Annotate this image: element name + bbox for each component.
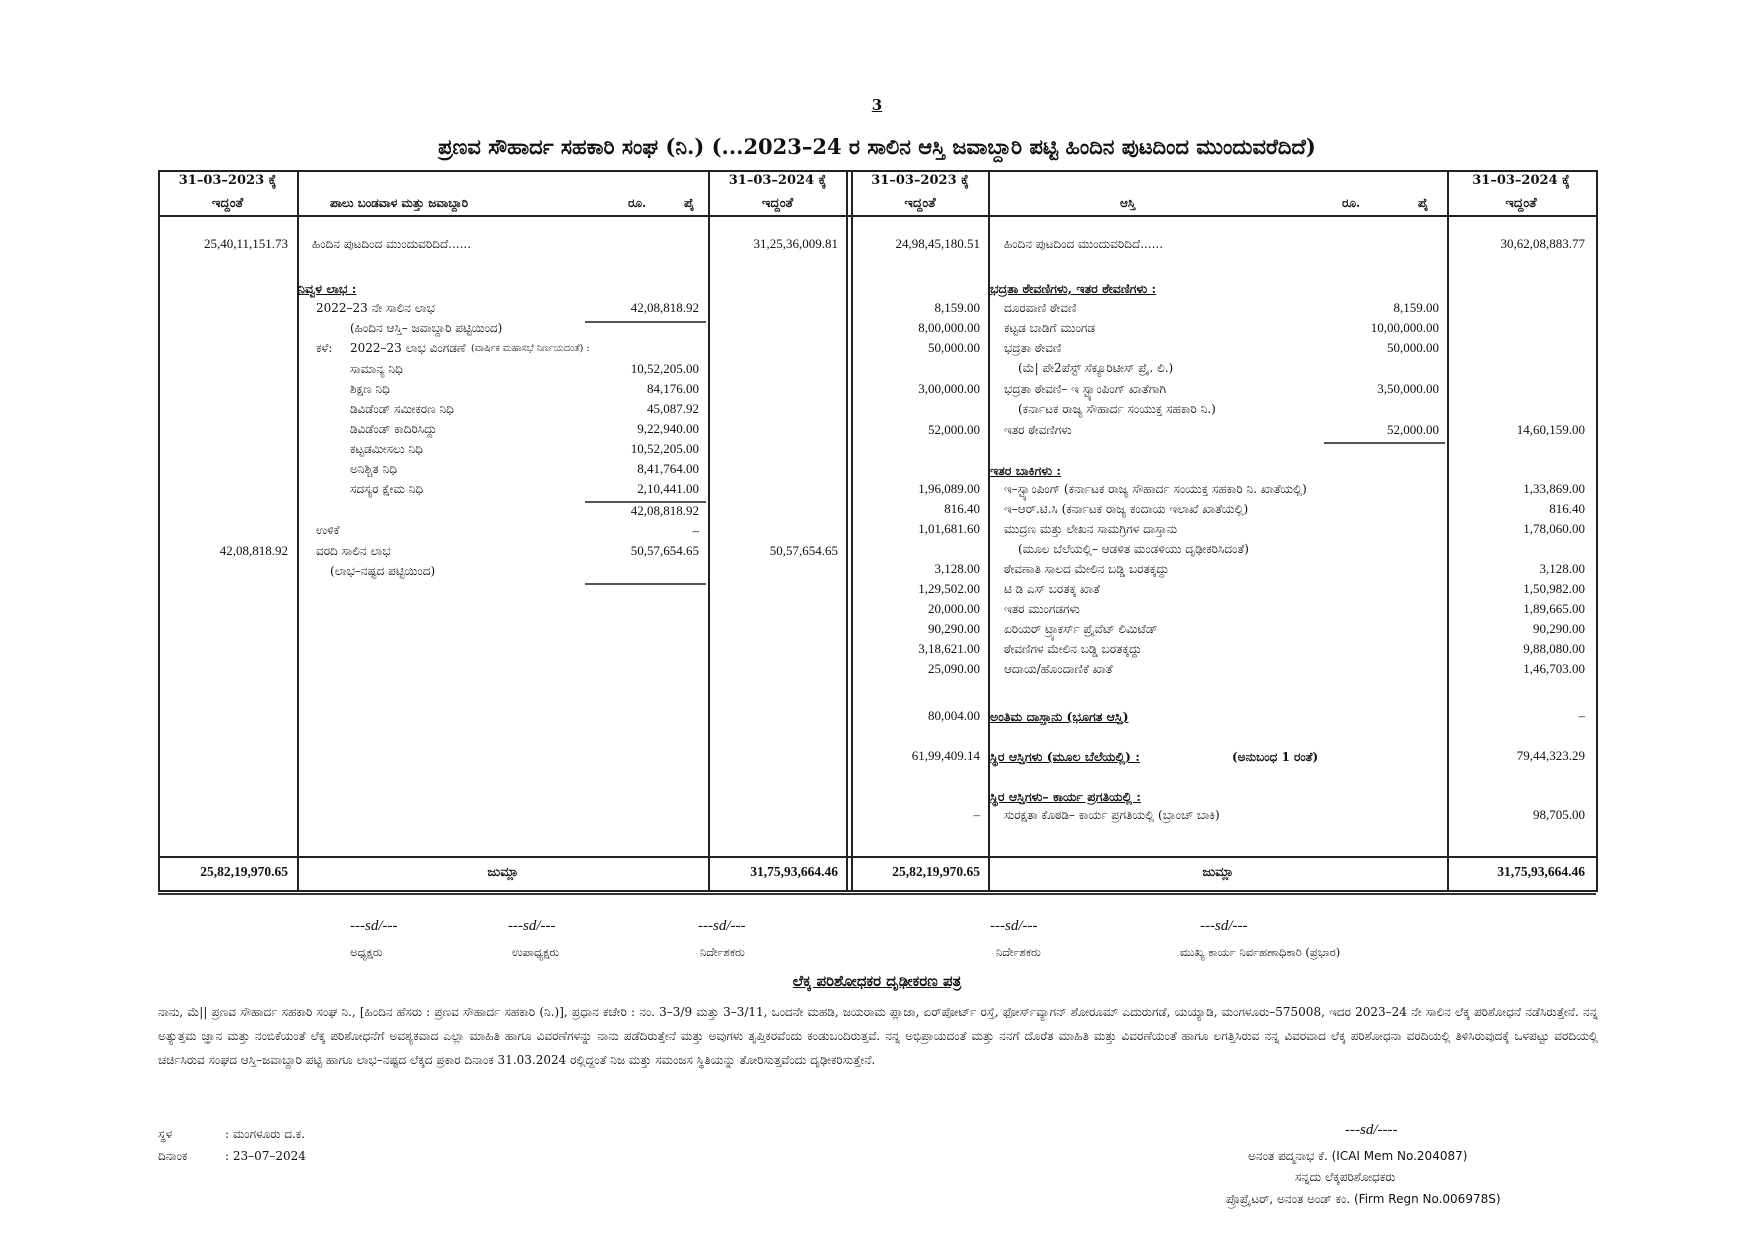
- auditor-membership: (ICAI Mem No.204087): [1331, 1149, 1468, 1163]
- other-heading: ಇತರ ಬಾಕಿಗಳು :: [990, 463, 1062, 478]
- deposit-prev: 3,00,000.00: [918, 381, 980, 396]
- other-balance-curr: 90,290.00: [1533, 621, 1585, 636]
- date-value: : 23–07–2024: [225, 1149, 306, 1163]
- wip-curr: 98,705.00: [1533, 807, 1585, 822]
- appropriation-amount: 10,52,205.00: [630, 361, 699, 376]
- closing-stock-curr: –: [1578, 708, 1585, 723]
- col-divider: [708, 170, 710, 892]
- signature-role: ಮುಖ್ಯ ಕಾರ್ಯ ನಿರ್ವಹಣಾಧಿಕಾರಿ (ಪ್ರಭಾರ): [1180, 945, 1341, 959]
- fixed-assets-label: ಸ್ಥಿರ ಆಸ್ತಿಗಳು (ಮೂಲ ಬೆಲೆಯಲ್ಲಿ) :: [990, 749, 1140, 764]
- asset-bf-prev: 24,98,45,180.51: [895, 236, 980, 251]
- deposit-amount: 3,50,000.00: [1377, 381, 1439, 396]
- appropriation-note: (ವಾರ್ಷಿಕ ಮಹಾಸಭೆ ನಿರ್ಣಯದಂತೆ) :: [471, 343, 590, 354]
- deposit-label: ಭದ್ರತಾ ಠೇವಣಿ: [1004, 341, 1062, 355]
- subtotal-rule: [1324, 442, 1445, 444]
- asset-bf-curr: 30,62,08,883.77: [1500, 236, 1585, 251]
- other-balance-label: ಠೇವಣಿಗಳ ಮೇಲಿನ ಬಡ್ಡಿ ಬರತಕ್ಕದ್ದು: [1004, 642, 1142, 656]
- current-profit-curr: 50,57,654.65: [769, 543, 838, 558]
- deposit-amount: 52,000.00: [1387, 422, 1439, 437]
- net-profit-heading: ನಿವ್ವಳ ಲಾಭ :: [298, 281, 357, 296]
- closing-stock-label: ಅಂತಿಮ ದಾಸ್ತಾನು (ಭೂಗತ ಆಸ್ತಿ): [990, 709, 1129, 724]
- header-balance: ಇದ್ದಂತೆ: [1505, 196, 1537, 211]
- current-profit-amount: 50,57,654.65: [630, 543, 699, 558]
- other-balance-prev: 90,290.00: [928, 621, 980, 636]
- current-profit-note: (ಲಾಭ–ನಷ್ಟದ ಪಟ್ಟಿಯಿಂದ): [330, 564, 436, 578]
- other-balance-prev: 20,000.00: [928, 601, 980, 616]
- wip-heading: ಸ್ಥಿರ ಆಸ್ತಿಗಳು– ಕಾರ್ಯ ಪ್ರಗತಿಯಲ್ಲಿ :: [990, 789, 1141, 804]
- appropriation-amount: 9,22,940.00: [637, 421, 699, 436]
- other-balance-label: ಇ–ಸ್ಟ್ಯಾಂಪಿಂಗ್ (ಕರ್ನಾಟಕ ರಾಜ್ಯ ಸೌಹಾರ್ದ ಸಂಯುಕ್ತ ಸಹಕಾರಿ ನಿ. ಖಾತೆಯಲ್ಲಿ): [1004, 482, 1307, 496]
- other-balance-prev: 25,090.00: [928, 661, 980, 676]
- appropriation-amount: 84,176.00: [647, 381, 699, 396]
- liab-total-prev: 25,82,19,970.65: [200, 864, 288, 879]
- header-paise: ಪೈ: [684, 196, 695, 210]
- signature-mark: ---sd/---: [1200, 918, 1248, 934]
- appropriation-label: 2022–23 ಲಾಭ ವಿಂಗಡಣೆ: [350, 341, 466, 355]
- other-balance-prev: 1,96,089.00: [918, 481, 980, 496]
- liab-total-curr: 31,75,93,664.46: [750, 864, 838, 879]
- asset-total-prev: 25,82,19,970.65: [892, 864, 980, 879]
- appropriation-label: ಡಿವಿಡೆಂಡ್ ಸಮೀಕರಣ ನಿಧಿ: [350, 402, 454, 416]
- other-balance-prev: 3,128.00: [934, 561, 980, 576]
- appropriation-total: 42,08,818.92: [630, 503, 699, 518]
- profit-2022-23-note: (ಹಿಂದಿನ ಆಸ್ತಿ– ಜವಾಬ್ದಾರಿ ಪಟ್ಟಿಯಿಂದ): [350, 321, 503, 335]
- firm-registration: (Firm Regn No.006978S): [1354, 1192, 1501, 1206]
- header-balance: ಇದ್ದಂತೆ: [761, 196, 794, 211]
- other-balance-curr: 816.40: [1549, 501, 1585, 516]
- deposit-label: ದೂರವಾಣಿ ಠೇವಣಿ: [1004, 301, 1077, 315]
- signature-role: ನಿರ್ದೇಶಕರು: [996, 945, 1041, 959]
- other-balance-prev: 3,18,621.00: [918, 641, 980, 656]
- signature-mark: ---sd/---: [350, 918, 398, 934]
- other-balance-label: ಇತರ ಮುಂಗಡಗಳು: [1004, 602, 1080, 616]
- other-balance-curr: 9,88,080.00: [1523, 641, 1585, 656]
- other-balance-curr: 1,78,060.00: [1523, 521, 1585, 536]
- signature-mark: ---sd/---: [508, 918, 556, 934]
- liab-bf-label: ಹಿಂದಿನ ಪುಟದಿಂದ ಮುಂದುವರಿದಿದೆ......: [312, 237, 472, 251]
- deposit-prev: 50,000.00: [928, 340, 980, 355]
- deposit-amount: 8,159.00: [1393, 300, 1439, 315]
- other-balance-prev: 816.40: [944, 501, 980, 516]
- other-balance-label: ಏರಿಯರ್ ಟ್ರ್ಯಾಕರ್ಸ್ ಪ್ರೈವೆಟ್ ಲಿಮಿಟೆಡ್: [1004, 622, 1158, 636]
- signature-mark: ---sd/---: [698, 918, 746, 934]
- header-curr-date: 31–03–2024 ಕ್ಕೆ: [1472, 173, 1570, 188]
- wip-label: ಸುರಕ್ಷತಾ ಕೊಠಡಿ– ಕಾರ್ಯ ಪ್ರಗತಿಯಲ್ಲಿ (ಬ್ರಾಂಚ್ ಬಾಕಿ): [1004, 808, 1220, 822]
- other-balance-curr: 1,46,703.00: [1523, 661, 1585, 676]
- profit-2022-23-amount: 42,08,818.92: [630, 300, 699, 315]
- balance-label: ಉಳಿಕೆ: [316, 523, 340, 537]
- appropriation-label: ಕಟ್ಟಡಮೀಸಲು ನಿಧಿ: [350, 442, 423, 456]
- place-value: : ಮಂಗಳೂರು ದ.ಕ.: [225, 1127, 306, 1141]
- deposit-label: ಕಟ್ಟಡ ಬಾಡಿಗೆ ಮುಂಗಡ: [1004, 321, 1096, 335]
- auditor-role: ಸನ್ನದು ಲೆಕ್ಕಪರಿಶೋಧಕರು: [1295, 1170, 1396, 1184]
- appropriation-amount: 45,087.92: [647, 401, 699, 416]
- col-divider: [988, 170, 990, 892]
- current-profit-prev: 42,08,818.92: [219, 543, 288, 558]
- wip-prev: –: [973, 807, 980, 822]
- appropriation-amount: 10,52,205.00: [630, 441, 699, 456]
- header-rupees: ರೂ.: [628, 196, 647, 210]
- current-profit-label: ವರದಿ ಸಾಲಿನ ಲಾಭ: [316, 544, 391, 558]
- appropriation-label: ಡಿವಿಡೆಂಡ್ ಕಾದಿರಿಸಿದ್ದು: [350, 422, 437, 436]
- asset-total-curr: 31,75,93,664.46: [1497, 864, 1585, 879]
- auditor-signature-mark: ---sd/----: [1345, 1122, 1398, 1138]
- header-rupees: ರೂ.: [1342, 196, 1361, 210]
- total-rule: [158, 856, 1596, 858]
- auditor-name: [1248, 1149, 1467, 1164]
- asset-bf-label: ಹಿಂದಿನ ಪುಟದಿಂದ ಮುಂದುವರಿದಿದೆ......: [1004, 237, 1164, 251]
- deposit-amount: 10,00,000.00: [1370, 320, 1439, 335]
- less-label: ಕಳೆ:: [316, 341, 333, 355]
- subtotal-rule: [585, 321, 706, 323]
- header-curr-date: 31–03–2024 ಕ್ಕೆ: [728, 173, 827, 188]
- auditor-firm: [1226, 1192, 1501, 1207]
- deposit-note: (ಮೆ| ಪೇ2ಪೆಸ್ಟ್ ಸೆಕ್ಯೂರಿಟೀಸ್ ಪ್ರೈ. ಲಿ.): [1018, 361, 1174, 375]
- deposit-label: ಇತರ ಠೇವಣಿಗಳು: [1004, 423, 1072, 437]
- balance-value: –: [692, 523, 699, 538]
- table-double-rule: [158, 893, 1596, 895]
- firm-name: ಪ್ರೊಪ್ರೈಟರ್, ಅನಂತ ಅಂಡ್ ಕಂ.: [1226, 1192, 1351, 1206]
- page-number: 3: [871, 96, 883, 114]
- signature-mark: ---sd/---: [990, 918, 1038, 934]
- deposits-total: 14,60,159.00: [1516, 422, 1585, 437]
- other-balance-label: ಆದಾಯ/ಹೊಂದಾಣಿಕೆ ಖಾತೆ: [1004, 662, 1113, 676]
- header-assets: ಆಸ್ತಿ: [1120, 196, 1136, 210]
- header-balance: ಇದ್ದಂತೆ: [211, 196, 244, 211]
- header-prev-date: 31–03–2023 ಕ್ಕೆ: [871, 173, 969, 188]
- appropriation-label: ಸಾಮಾನ್ಯ ನಿಧಿ: [350, 362, 403, 376]
- other-balance-label: ಇ–ಆರ್.ಟಿ.ಸಿ (ಕರ್ನಾಟಕ ರಾಜ್ಯ ಕಂದಾಯ ಇಲಾಖೆ ಖಾತೆಯಲ್ಲಿ): [1004, 502, 1249, 516]
- header-balance: ಇದ್ದಂತೆ: [904, 196, 936, 211]
- appropriation-label: ಶಿಕ್ಷಣ ನಿಧಿ: [350, 382, 390, 396]
- fixed-assets-note: (ಅನುಬಂಧ 1 ರಂತೆ): [1232, 750, 1319, 764]
- date-label: ದಿನಾಂಕ: [158, 1149, 188, 1163]
- other-balance-prev: 1,01,681.60: [918, 521, 980, 536]
- closing-stock-prev: 80,004.00: [928, 708, 980, 723]
- liab-bf-prev: 25,40,11,151.73: [203, 236, 288, 251]
- auditor-name-text: ಅನಂತ ಪದ್ಮನಾಭ ಕೆ.: [1248, 1149, 1328, 1163]
- deposit-prev: 8,159.00: [934, 300, 980, 315]
- other-balance-curr: 3,128.00: [1539, 561, 1585, 576]
- certificate-title: ಲೆಕ್ಕ ಪರಿಶೋಧಕರ ದೃಢೀಕರಣ ಪತ್ರ: [792, 972, 962, 990]
- appropriation-label: ಸದಸ್ಯರ ಕ್ಷೇಮ ನಿಧಿ: [350, 482, 424, 496]
- deposit-prev: 52,000.00: [928, 422, 980, 437]
- other-balance-curr: 1,89,665.00: [1523, 601, 1585, 616]
- header-paise: ಪೈ: [1418, 196, 1429, 210]
- signature-role: ಉಪಾಧ್ಯಕ್ಷರು: [512, 945, 560, 959]
- deposits-heading: ಭದ್ರತಾ ಠೇವಣಿಗಳು, ಇತರ ಠೇವಣಿಗಳು :: [990, 281, 1157, 296]
- col-divider: [846, 170, 848, 892]
- profit-2022-23-label: 2022–23 ನೇ ಸಾಲಿನ ಲಾಭ: [316, 301, 435, 315]
- other-balance-label: ಟಿ ಡಿ ಎಸ್ ಬರತಕ್ಕ ಖಾತೆ: [1004, 582, 1100, 596]
- certificate-paragraph: ನಾನು, ಮೆ|| ಪ್ರಣವ ಸೌಹಾರ್ದ ಸಹಕಾರಿ ಸಂಘ ನಿ., [ಹಿಂದಿನ ಹೆಸರು : ಪ್ರಣವ ಸೌಹಾರ್ದ ಸಹಕಾರಿ (ನಿ.)], ಪ್ರಧಾನ ಕಚೇರಿ : ನಂ. 3–3/9 ಮತ್ತು 3–3/11, ಒಂದನೇ ಮಹಡಿ, ಜಯರಾಮ ಪ್ಲಾಜಾ, ಏರ್‌ಪೋರ್ಟ್ ರಸ್ತೆ, ಫೋರ್ಸ್‌ವ್ಯಾಗನ್ ಶೋರೂಮ್ ಎದುರುಗಡೆ, ಯಯ್ಯಾಡಿ, ಮಂಗಳೂರು–575008, ಇದರ 2023–24 ನೇ ಸಾಲಿನ ಲೆಕ್ಕ ಪರಿಶೋಧನೆ ನಡೆಸಿರುತ್ತೇನೆ. ನನ್ನ ಅತ್ಯುತ್ತಮ ಜ್ಞಾನ ಮತ್ತು ನಂಬಿಕೆಯಂತೆ ಲೆಕ್ಕ ಪರಿಶೋಧನೆಗೆ ಅವಶ್ಯಕವಾದ ಎಲ್ಲಾ ಮಾಹಿತಿ ಹಾಗೂ ವಿವರಣೆಗಳನ್ನು ನಾನು ಪಡೆದಿರುತ್ತೇನೆ ಮತ್ತು ಅವುಗಳು ತೃಪ್ತಿಕರವೆಂದು ಕಂಡುಬಂದಿರುತ್ತವೆ. ನನ್ನ ಅಭಿಪ್ರಾಯದಂತೆ ಮತ್ತು ನನಗೆ ದೊರೆತ ಮಾಹಿತಿ ಮತ್ತು ವಿವರಣೆಯಂತೆ ಹಾಗೂ ಲಗತ್ತಿಸಿರುವ ನನ್ನ ವಿವರವಾದ ಲೆಕ್ಕ ಪರಿಶೋಧನಾ ವರದಿಯಲ್ಲಿ ತಿಳಿಸಿರುವುದಕ್ಕೆ ಒಳಪಟ್ಟು ವರದಿಯಲ್ಲಿ ಚರ್ಚಿಸಿರುವ ಸಂಘದ ಆಸ್ತಿ–ಜವಾಬ್ದಾರಿ ಪಟ್ಟಿ ಹಾಗೂ ಲಾಭ–ನಷ್ಟದ ಲೆಕ್ಕದ ಪ್ರಕಾರ ದಿನಾಂಕ 31.03.2024 ರಲ್ಲಿದ್ದಂತೆ ನಿಜ ಮತ್ತು ಸಮಂಜಸ ಸ್ಥಿತಿಯನ್ನು ತೋರಿಸುತ್ತವೆಂದು ದೃಢೀಕರಿಸುತ್ತೇನೆ.: [158, 1005, 1598, 1067]
- header-rule: [158, 215, 1596, 217]
- header-prev-date: 31–03–2023 ಕ್ಕೆ: [178, 173, 277, 188]
- other-balance-note: (ಮೂಲ ಬೆಲೆಯಲ್ಲಿ– ಆಡಳಿತ ಮಂಡಳಿಯು ದೃಢೀಕರಿಸಿದಂತೆ): [1018, 542, 1249, 556]
- col-divider: [297, 170, 299, 892]
- header-liabilities: ಪಾಲು ಬಂಡವಾಳ ಮತ್ತು ಜವಾಬ್ದಾರಿ: [330, 196, 469, 210]
- deposit-amount: 50,000.00: [1387, 340, 1439, 355]
- subtotal-rule: [585, 583, 706, 585]
- signature-role: ನಿರ್ದೇಶಕರು: [700, 945, 745, 959]
- page-title: ಪ್ರಣವ ಸೌಹಾರ್ದ ಸಹಕಾರಿ ಸಂಘ (ನಿ.) (...2023–24 ರ ಸಾಲಿನ ಆಸ್ತಿ ಜವಾಬ್ದಾರಿ ಪಟ್ಟಿ ಹಿಂದಿನ ಪುಟದಿಂದ ಮುಂದುವರೆದಿದೆ): [438, 134, 1316, 159]
- fixed-assets-curr: 79,44,323.29: [1516, 748, 1585, 763]
- other-balance-prev: 1,29,502.00: [918, 581, 980, 596]
- liab-bf-curr: 31,25,36,009.81: [753, 236, 838, 251]
- other-balance-curr: 1,50,982.00: [1523, 581, 1585, 596]
- deposit-note: (ಕರ್ನಾಟಕ ರಾಜ್ಯ ಸೌಹಾರ್ದ ಸಂಯುಕ್ತ ಸಹಕಾರಿ ನಿ.): [1018, 402, 1216, 416]
- fixed-assets-prev: 61,99,409.14: [911, 748, 980, 763]
- appropriation-amount: 8,41,764.00: [637, 461, 699, 476]
- other-balance-label: ಮುದ್ರಣ ಮತ್ತು ಲೇಖನ ಸಾಮಗ್ರಿಗಳ ದಾಸ್ತಾನು: [1004, 522, 1178, 536]
- asset-total-label: ಜುಮ್ಲಾ: [1202, 865, 1234, 880]
- deposit-label: ಭದ್ರತಾ ಠೇವಣಿ– ಇ ಸ್ಟ್ಯಾಂಪಿಂಗ್ ಖಾತೆಗಾಗಿ: [1004, 382, 1167, 396]
- appropriation-amount: 2,10,441.00: [637, 481, 699, 496]
- deposit-prev: 8,00,000.00: [918, 320, 980, 335]
- other-balance-label: ಠೇವಣಾತಿ ಸಾಲದ ಮೇಲಿನ ಬಡ್ಡಿ ಬರತಕ್ಕದ್ದು: [1004, 562, 1169, 576]
- other-balance-curr: 1,33,869.00: [1523, 481, 1585, 496]
- appropriation-label: ಅನಿಶ್ಚಿತ ನಿಧಿ: [350, 462, 397, 476]
- place-label: ಸ್ಥಳ: [158, 1127, 173, 1141]
- liab-total-label: ಜುಮ್ಲಾ: [487, 865, 519, 880]
- signature-role: ಅಧ್ಯಕ್ಷರು: [350, 945, 383, 959]
